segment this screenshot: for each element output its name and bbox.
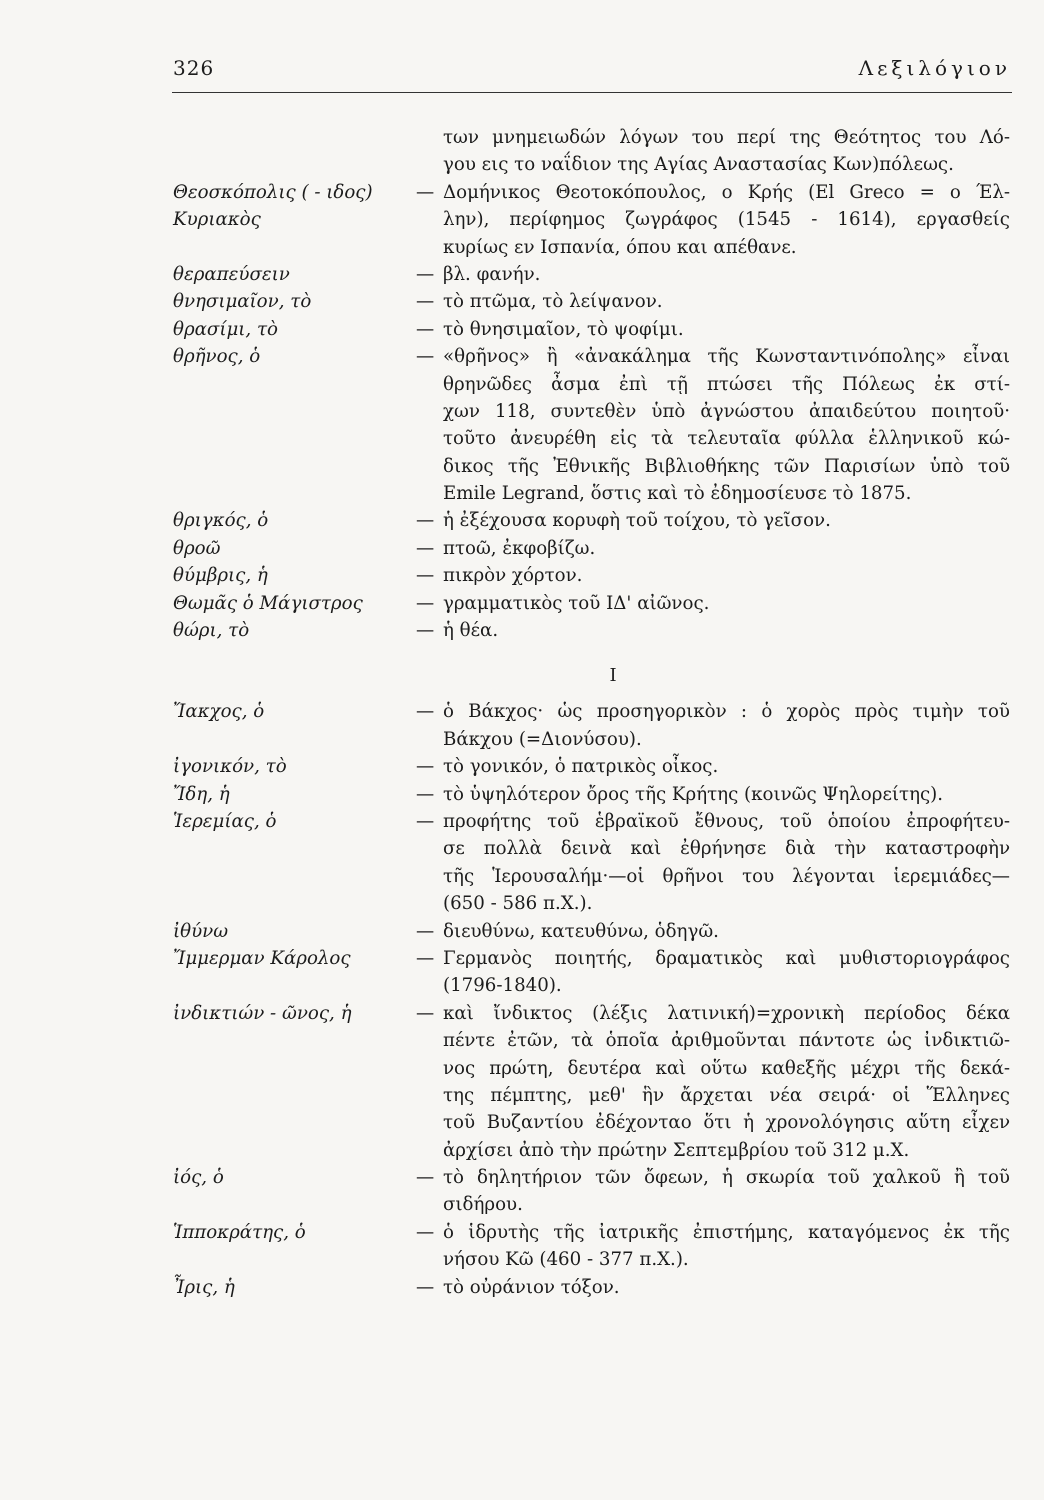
entry-line: [173, 206, 1013, 233]
headword: Ἴακχος, ὁ: [173, 701, 265, 723]
section-heading: [173, 644, 1013, 698]
entry-dash: —: [416, 810, 435, 832]
headword: ἰγονικόν, τὸ: [173, 756, 287, 778]
headword: Κυριακὸς: [173, 209, 261, 231]
definition-text: γου εις το ναΐδιον της Αγίας Αναστασίας Κων)πόλεως.: [443, 154, 954, 176]
headword: ἰνδικτιών - ῶνος, ἡ: [173, 1002, 352, 1024]
headword: Ἱπποκράτης, ὁ: [173, 1221, 306, 1243]
definition-text: τὸ οὐράνιον τόξον.: [443, 1276, 620, 1298]
definition-text: ὁ ἱδρυτὴς τῆς ἰατρικῆς ἐπιστήμης, καταγόμενος ἐκ τῆς: [443, 1221, 1010, 1243]
entry-line: [173, 1191, 1013, 1218]
headword: Θεοσκόπολις ( - ιδος): [173, 181, 373, 203]
entry-dash: —: [416, 510, 435, 532]
definition-text: νος πρώτη, δευτέρα καὶ οὕτω καθεξῆς μέχρι τῆς δεκά-: [443, 1057, 1010, 1079]
entry-line: [173, 1137, 1013, 1164]
entry-dash: —: [416, 537, 435, 559]
headword: θώρι, τὸ: [173, 620, 250, 642]
definition-text: διευθύνω, κατευθύνω, ὁδηγῶ.: [443, 920, 719, 942]
header-rule: [172, 92, 1012, 93]
entry-line: [173, 562, 1013, 589]
headword: θρῆνος, ὁ: [173, 346, 261, 368]
entry-line: [173, 808, 1013, 835]
headword: θεραπεύσειν: [173, 263, 290, 285]
entry-dash: —: [416, 181, 435, 203]
entry-line: [173, 1164, 1013, 1191]
definition-text: θρηνῶδες ἆσμα ἐπὶ τῇ πτώσει τῆς Πόλεως ἐκ στί-: [443, 373, 1010, 395]
definition-text: Emile Legrand, ὅστις καὶ τὸ ἐδημοσίευσε τὸ 1875.: [443, 483, 912, 505]
entry-line: [173, 1027, 1013, 1054]
entry-line: [173, 316, 1013, 343]
definition-text: γραμματικὸς τοῦ ΙΔ' αἰῶνος.: [443, 592, 710, 614]
running-title: Λεξιλόγιον: [858, 56, 1011, 80]
entry-line: [173, 535, 1013, 562]
headword: θριγκός, ὁ: [173, 510, 269, 532]
entry-line: [173, 371, 1013, 398]
entry-dash: —: [416, 701, 435, 723]
page-header: [173, 56, 1011, 96]
entry-line: [173, 1082, 1013, 1109]
entry-line: [173, 1109, 1013, 1136]
entry-dash: —: [416, 318, 435, 340]
entry-line: [173, 179, 1013, 206]
definition-text: τοῦ Βυζαντίου ἐδέχονταο ὅτι ἡ χρονολόγησις αὕτη εἶχεν: [443, 1112, 1010, 1134]
definition-text: πτοῶ, ἐκφοβίζω.: [443, 537, 596, 559]
definition-text: πικρὸν χόρτον.: [443, 565, 583, 587]
entry-dash: —: [416, 565, 435, 587]
definition-text: νήσου Κῶ (460 - 377 π.Χ.).: [443, 1249, 689, 1271]
headword: ἰός, ὁ: [173, 1167, 224, 1189]
headword: ἰθύνω: [173, 920, 229, 942]
entry-dash: —: [416, 592, 435, 614]
entry-line: [173, 890, 1013, 917]
entry-line: [173, 945, 1013, 972]
glossary-body: [173, 124, 1013, 1301]
entry-dash: —: [416, 291, 435, 313]
definition-text: τὸ δηλητήριον τῶν ὄφεων, ἡ σκωρία τοῦ χαλκοῦ ἢ τοῦ: [443, 1167, 1010, 1189]
definition-text: τοῦτο ἀνευρέθη εἰς τὰ τελευταῖα φύλλα ἑλληνικοῦ κώ-: [443, 428, 1010, 450]
headword: Ἴδη, ἡ: [173, 783, 230, 805]
entry-dash: —: [416, 620, 435, 642]
definition-text: ἡ θέα.: [443, 620, 499, 642]
definition-text: κυρίως εν Ισπανία, όπου και απέθανε.: [443, 236, 797, 258]
headword: Θωμᾶς ὁ Μάγιστρος: [173, 592, 363, 614]
headword: θρασίμι, τὸ: [173, 318, 278, 340]
entry-line: [173, 234, 1013, 261]
entry-dash: —: [416, 756, 435, 778]
headword: θροῶ: [173, 537, 221, 559]
definition-text: σε πολλὰ δεινὰ καὶ ἐθρήνησε διὰ τὴν καταστροφὴν: [443, 838, 1010, 860]
definition-text: χων 118, συντεθὲν ὑπὸ ἀγνώστου ἀπαιδεύτου ποιητοῦ·: [443, 400, 1010, 422]
definition-text: λην), περίφημος ζωγράφος (1545 - 1614), εργασθείς: [443, 209, 1010, 231]
entry-dash: —: [416, 1221, 435, 1243]
entry-line: [173, 425, 1013, 452]
definition-text: (650 - 586 π.Χ.).: [443, 893, 593, 915]
entry-line: [173, 1000, 1013, 1027]
definition-text: ἡ ἐξέχουσα κορυφὴ τοῦ τοίχου, τὸ γεῖσον.: [443, 510, 831, 532]
definition-text: καὶ ἴνδικτος (λέξις λατινική)=χρονικὴ περίοδος δέκα: [443, 1002, 1010, 1024]
entry-line: [173, 398, 1013, 425]
definition-text: σιδήρου.: [443, 1194, 523, 1216]
definition-text: τῆς Ἱερουσαλήμ·—οἱ θρῆνοι του λέγονται ἱερεμιάδες—: [443, 865, 1010, 887]
entry-line: [173, 781, 1013, 808]
entry-line: [173, 151, 1013, 178]
entry-line: [173, 507, 1013, 534]
definition-text: των μνημειωδών λόγων του περί της Θεότητος του Λό-: [443, 127, 1010, 148]
entry-line: [173, 726, 1013, 753]
entry-line: [173, 288, 1013, 315]
definition-text: «θρῆνος» ἢ «ἀνακάλημα τῆς Κωνσταντινόπολης» εἶναι: [443, 346, 1010, 368]
page-number: 326: [173, 56, 215, 80]
entry-dash: —: [416, 920, 435, 942]
entry-dash: —: [416, 1167, 435, 1189]
definition-text: Βάκχου (=Διονύσου).: [443, 728, 642, 750]
entry-line: [173, 343, 1013, 370]
entry-line: [173, 261, 1013, 288]
entry-line: [173, 1274, 1013, 1301]
entry-line: [173, 1055, 1013, 1082]
entry-line: [173, 124, 1013, 151]
entry-line: [173, 617, 1013, 644]
entry-line: [173, 453, 1013, 480]
definition-text: βλ. φανήν.: [443, 263, 541, 285]
definition-text: τὸ πτῶμα, τὸ λείψανον.: [443, 291, 663, 313]
entry-line: [173, 863, 1013, 890]
headword: θνησιμαῖον, τὸ: [173, 291, 312, 313]
headword: Ἶρις, ἡ: [173, 1276, 235, 1298]
definition-text: πέντε ἐτῶν, τὰ ὁποῖα ἀριθμοῦνται πάντοτε ὡς ἰνδικτιῶ-: [443, 1030, 1010, 1052]
definition-text: ἀρχίσει ἀπὸ τὴν πρώτην Σεπτεμβρίου τοῦ 312 μ.Χ.: [443, 1139, 910, 1161]
entry-dash: —: [416, 1276, 435, 1298]
definition-text: της πέμπτης, μεθ' ἣν ἄρχεται νέα σειρά· οἱ Ἕλληνες: [443, 1084, 1010, 1106]
definition-text: ὁ Βάκχος· ὡς προσηγορικὸν : ὁ χορὸς πρὸς τιμὴν τοῦ: [443, 701, 1010, 723]
definition-text: τὸ γονικόν, ὁ πατρικὸς οἶκος.: [443, 756, 719, 778]
entry-line: [173, 590, 1013, 617]
entry-dash: —: [416, 783, 435, 805]
entry-line: [173, 918, 1013, 945]
definition-text: Δομήνικος Θεοτοκόπουλος, ο Κρής (El Greco = ο Έλ-: [443, 181, 1010, 203]
entry-line: [173, 753, 1013, 780]
entry-line: [173, 1246, 1013, 1273]
definition-text: προφήτης τοῦ ἑβραϊκοῦ ἔθνους, τοῦ ὁποίου ἐπροφήτευ-: [443, 810, 1010, 832]
definition-text: Γερμανὸς ποιητής, δραματικὸς καὶ μυθιστοριογράφος: [443, 947, 1010, 969]
entry-line: [173, 972, 1013, 999]
headword: Ἱερεμίας, ὁ: [173, 810, 277, 832]
entry-dash: —: [416, 346, 435, 368]
entry-line: [173, 480, 1013, 507]
entry-line: [173, 1219, 1013, 1246]
definition-text: τὸ θνησιμαῖον, τὸ ψοφίμι.: [443, 318, 684, 340]
entry-dash: —: [416, 1002, 435, 1024]
entry-line: [173, 698, 1013, 725]
section-letter: Ι: [609, 665, 617, 687]
entry-dash: —: [416, 263, 435, 285]
definition-text: δικος τῆς Ἐθνικῆς Βιβλιοθήκης τῶν Παρισίων ὑπὸ τοῦ: [443, 455, 1010, 477]
definition-text: (1796-1840).: [443, 975, 562, 997]
entry-line: [173, 835, 1013, 862]
definition-text: τὸ ὑψηλότερον ὄρος τῆς Κρήτης (κοινῶς Ψηλορείτης).: [443, 783, 944, 805]
headword: θύμβρις, ἡ: [173, 565, 268, 587]
entry-dash: —: [416, 947, 435, 969]
headword: Ἴμμερμαν Κάρολος: [173, 947, 351, 969]
